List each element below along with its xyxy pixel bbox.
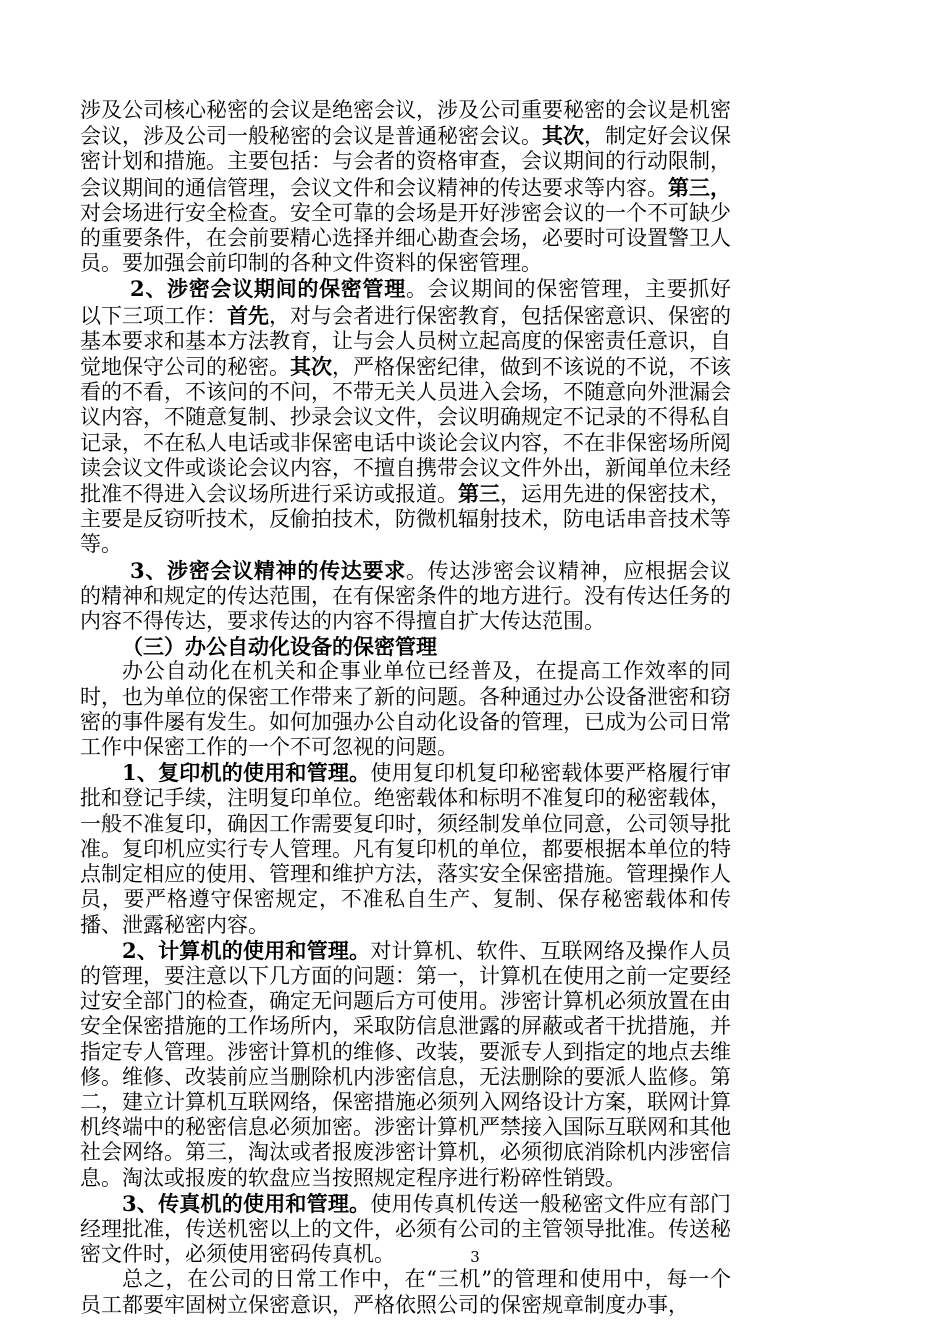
bold-term-qici: 其次	[290, 354, 332, 380]
text-run: 涉及公司核心秘密的会议是绝密会议，涉及公司重要秘密的会议是机密会议，涉及公司一般秘密的会议是普通秘密会议。	[80, 98, 731, 149]
bold-term-qici: 其次	[542, 123, 584, 149]
text-run: 对会场进行安全检查。安全可靠的会场是开好涉密会议的一个不可缺少的重要条件，在会前要精心选择并细心勘查会场，必要时可设置警卫人员。要加强会前印制的各种文件资料的保密管理。	[80, 200, 731, 276]
text-run: 。传达涉密会议精神，应根据会议的精神和规定的传达范围，在有保密条件的地方进行。没有传达任务的内容不得传达，要求传达的内容不得擅自扩大传达范围。	[80, 558, 731, 634]
section-heading-text: （三）办公自动化设备的保密管理	[122, 634, 437, 660]
bold-term-shouxian: 首先	[227, 302, 269, 328]
section-heading	[80, 634, 731, 659]
document-body	[80, 98, 731, 1318]
page-number: 3	[470, 1248, 480, 1266]
bold-term-disan: 第三	[458, 481, 500, 507]
text-run: 办公自动化在机关和企事业单位已经普及，在提高工作效率的同时，也为单位的保密工作带来了新的问题。各种通过办公设备泄密和窃密的事件屡有发生。如何加强办公自动化设备的管理，已成为公司日常工作中保密工作的一个不可忽视的问题。	[80, 659, 731, 760]
paragraph-computer	[80, 938, 731, 1191]
paragraph-copier	[80, 760, 731, 937]
section-heading-inline: 2、涉密会议期间的保密管理	[130, 276, 406, 302]
text-run: 使用复印机复印秘密载体要严格履行审批和登记手续，注明复印单位。绝密载体和标明不准复印的秘密载体，一般不准复印，确因工作需要复印时，须经制发单位同意，公司领导批准。复印机应实行专人管理。凡有复印机的单位，都要根据本单位的特点制定相应的使用、管理和维护方法，落实安全保密措施。管理操作人员，要严格遵守保密规定，不准私自生产、复制、保存秘密载体和传播、泄露秘密内容。	[80, 761, 731, 937]
section-heading-inline: 3、涉密会议精神的传达要求	[130, 557, 406, 583]
text-run: 使用传真机传送一般秘密文件应有部门经理批准，传送机密以上的文件，必须有公司的主管领导批准。传送秘密文件时，必须使用密码传真机。	[80, 1191, 731, 1267]
bold-term-disan: 第三，	[668, 174, 731, 200]
text-run: ，严格保密纪律，做到不该说的不说，不该看的不看，不该问的不问，不带无关人员进入会场，不随意向外泄漏会议内容，不随意复制、抄录会议文件，会议明确规定不记录的不得私自记录，不在私人电话或非保密电话中谈论会议内容，不在非保密场所阅读会议文件或谈论会议内容，不擅自携带会议文件外出，新闻单位未经批准不得进入会议场所进行采访或报道。	[80, 355, 731, 507]
text-run: ，运用先进的保密技术，主要是反窃听技术，反偷拍技术，防微机辐射技术，防电话串音技术等等。	[80, 482, 731, 557]
paragraph-during-meeting	[80, 276, 731, 557]
section-heading-inline: 2、计算机的使用和管理。	[122, 937, 371, 963]
section-heading-inline: 3、传真机的使用和管理。	[122, 1190, 371, 1216]
paragraph-conveying	[80, 558, 731, 635]
paragraph-meeting-levels	[80, 98, 731, 276]
text-run: ，对与会者进行保密教育，包括保密意识、保密的基本要求和基本方法教育，让与会人员树立起高度的保密责任意识，自觉地保守公司的秘密。	[80, 303, 731, 380]
text-run: 总之，在公司的日常工作中，在“三机”的管理和使用中，每一个员工都要牢固树立保密意识，严格依照公司的保密规章制度办事，	[80, 1267, 731, 1317]
section-heading-inline: 1、复印机的使用和管理。	[122, 760, 371, 786]
paragraph-summary	[80, 1267, 731, 1317]
paragraph-office-automation	[80, 659, 731, 760]
text-run: 。会议期间的保密管理，主要抓好以下三项工作：	[80, 277, 731, 328]
text-run: 对计算机、软件、互联网络及操作人员的管理，要注意以下几方面的问题：第一，计算机在使用之前一定要经过安全部门的检查，确定无问题后方可使用。涉密计算机必须放置在由安全保密措施的工作场所内，采取防信息泄露的屏蔽或者干扰措施，并指定专人管理。涉密计算机的维修、改装，要派专人到指定的地点去维修。维修、改装前应当删除机内涉密信息，无法删除的要派人监修。第二，建立计算机互联网络，保密措施必须列入网络设计方案，联网计算机终端中的秘密信息必须加密。涉密计算机严禁接入国际互联网和其他社会网络。第三，淘汰或者报废涉密计算机，必须彻底消除机内涉密信息。淘汰或报废的软盘应当按照规定程序进行粉碎性销毁。	[80, 938, 731, 1190]
text-run: ，制定好会议保密计划和措施。主要包括：与会者的资格审查，会议期间的行动限制，会议期间的通信管理，会议文件和会议精神的传达要求等内容。	[80, 124, 731, 200]
